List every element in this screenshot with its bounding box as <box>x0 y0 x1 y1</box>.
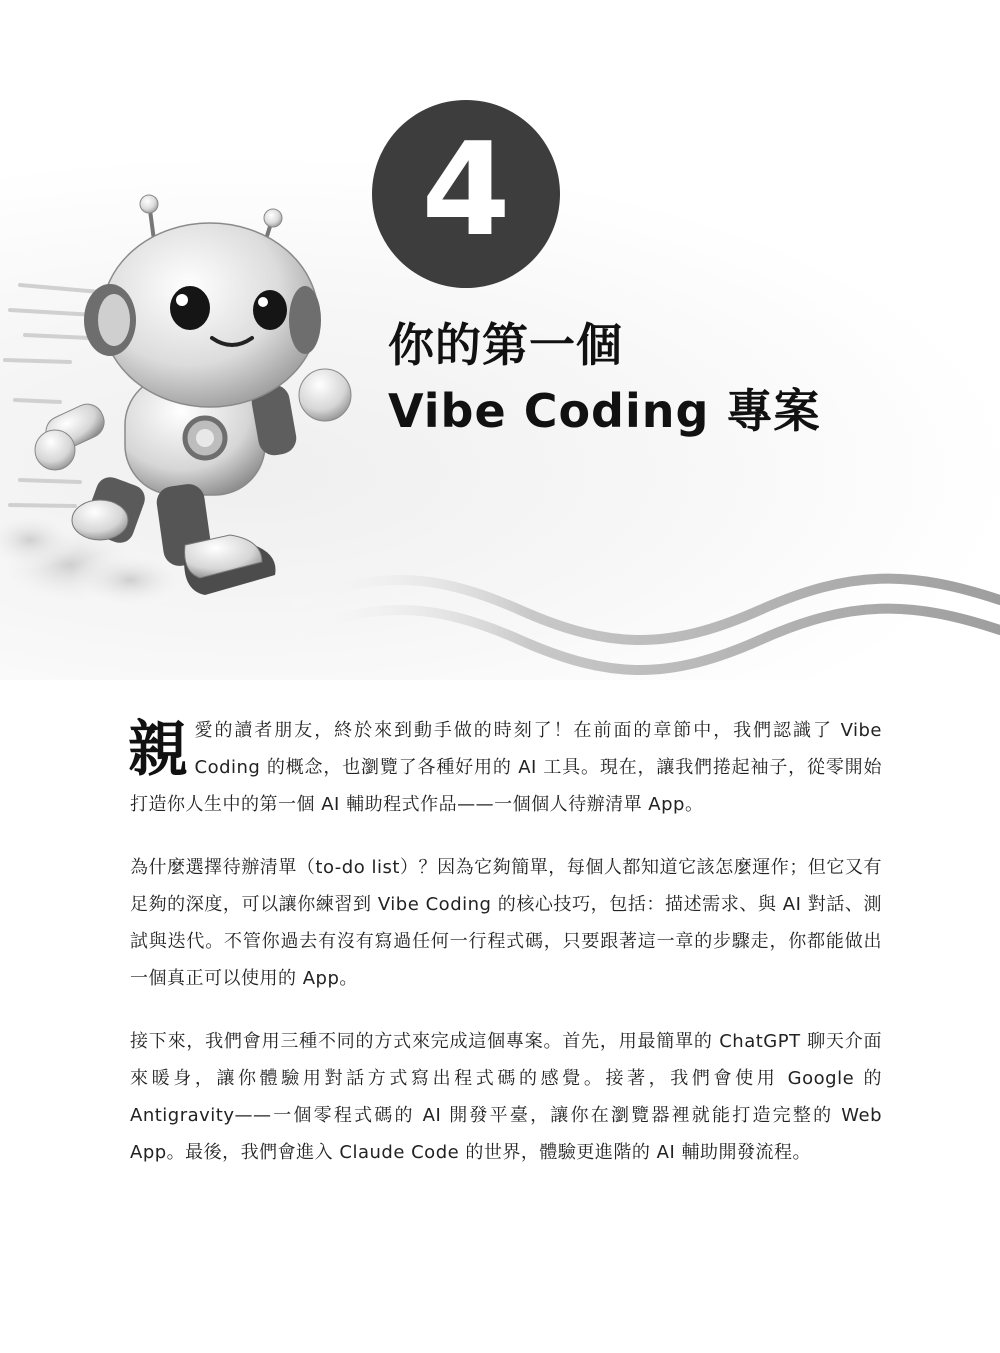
chapter-title-line2: Vibe Coding 專案 <box>388 384 821 438</box>
chapter-title <box>388 312 820 444</box>
intro-paragraph-1 <box>130 712 882 823</box>
chapter-intro <box>130 712 882 1171</box>
intro-paragraph-2: 為什麼選擇待辦清單（to-do list）？因為它夠簡單，每個人都知道它該怎麼運作；但它又有足夠的深度，可以讓你練習到 Vibe Coding 的核心技巧，包括：描述需求、與 AI 對話、測試與迭代。不管你過去有沒有寫過任何一行程式碼，只要跟著這一章的步驟走，你都能做出一個真正可以使用的 App。 <box>130 857 882 989</box>
decorative-wave-icon <box>280 560 1000 680</box>
chapter-title-line1: 你的第一個 <box>388 318 623 372</box>
chapter-number-badge <box>372 100 560 288</box>
intro-paragraph-3: 接下來，我們會用三種不同的方式來完成這個專案。首先，用最簡單的 ChatGPT 聊天介面來暖身，讓你體驗用對話方式寫出程式碼的感覺。接著，我們會使用 Google 的 Antigravity——一個零程式碼的 AI 開發平臺，讓你在瀏覽器裡就能打造完整的 Web App。最後，我們會進入 Claude Code 的世界，體驗更進階的 AI 輔助開發流程。 <box>130 1031 882 1163</box>
drop-cap: 親 <box>128 715 189 785</box>
chapter-number: 4 <box>421 116 511 265</box>
intro-paragraph-1-text: 愛的讀者朋友，終於來到動手做的時刻了！在前面的章節中，我們認識了 Vibe Coding 的概念，也瀏覽了各種好用的 AI 工具。現在，讓我們捲起袖子，從零開始打造你人生中的第一個 AI 輔助程式作品——一個個人待辦清單 App。 <box>130 720 882 815</box>
